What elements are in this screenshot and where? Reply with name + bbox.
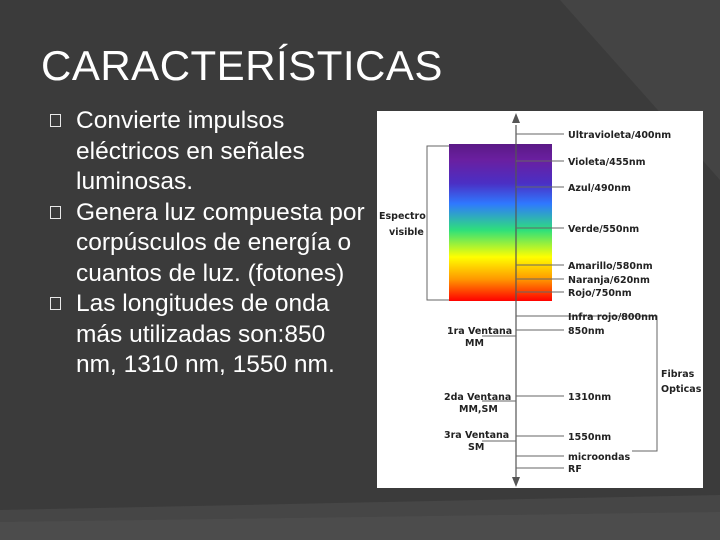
slide-title: CARACTERÍSTICAS <box>41 42 443 89</box>
axis-arrow-down-icon <box>512 477 520 487</box>
label-850nm: 850nm <box>568 326 605 337</box>
label-window-3: 3ra Ventana <box>444 430 510 441</box>
visible-spectrum-band <box>449 144 552 301</box>
bullet-text: Genera luz compuesta por corpúsculos de energía o cuantos de luz. (fotones) <box>76 198 365 287</box>
label-orange: Naranja/620nm <box>568 275 650 286</box>
bullet-item <box>46 198 366 290</box>
label-visible-spectrum: visible <box>389 227 424 238</box>
bullet-item <box>46 289 366 381</box>
bullet-list <box>46 106 366 381</box>
label-infrared: Infra rojo/800nm <box>568 312 658 323</box>
checkbox-bullet-icon <box>50 114 61 127</box>
label-optical-fibers: Opticas <box>661 384 702 395</box>
label-violet: Violeta/455nm <box>568 157 646 168</box>
label-1310nm: 1310nm <box>568 392 612 403</box>
label-window-3-mode: SM <box>468 442 485 453</box>
checkbox-bullet-icon <box>50 297 61 310</box>
label-window-2-mode: MM,SM <box>459 404 498 415</box>
spectrum-figure <box>377 111 703 488</box>
label-ultraviolet: Ultravioleta/400nm <box>568 130 672 141</box>
label-green: Verde/550nm <box>568 224 640 235</box>
label-1550nm: 1550nm <box>568 432 612 443</box>
label-visible-spectrum: Espectro <box>379 211 426 222</box>
label-window-2: 2da Ventana <box>444 392 512 403</box>
label-yellow: Amarillo/580nm <box>568 261 653 272</box>
label-optical-fibers: Fibras <box>661 369 695 380</box>
label-window-1: 1ra Ventana <box>447 326 513 337</box>
axis-arrow-up-icon <box>512 113 520 123</box>
label-red: Rojo/750nm <box>568 288 632 299</box>
checkbox-bullet-icon <box>50 206 61 219</box>
label-rf: RF <box>568 464 582 475</box>
bullet-item <box>46 106 366 198</box>
label-window-1-mode: MM <box>465 338 484 349</box>
label-microwaves: microondas <box>568 452 631 463</box>
fibers-bracket <box>632 316 657 451</box>
label-blue: Azul/490nm <box>568 183 631 194</box>
bullet-text: Convierte impulsos eléctricos en señales luminosas. <box>76 107 305 195</box>
visible-bracket <box>427 146 449 300</box>
bullet-text: Las longitudes de onda más utilizadas son:850 nm, 1310 nm, 1550 nm. <box>76 290 335 378</box>
